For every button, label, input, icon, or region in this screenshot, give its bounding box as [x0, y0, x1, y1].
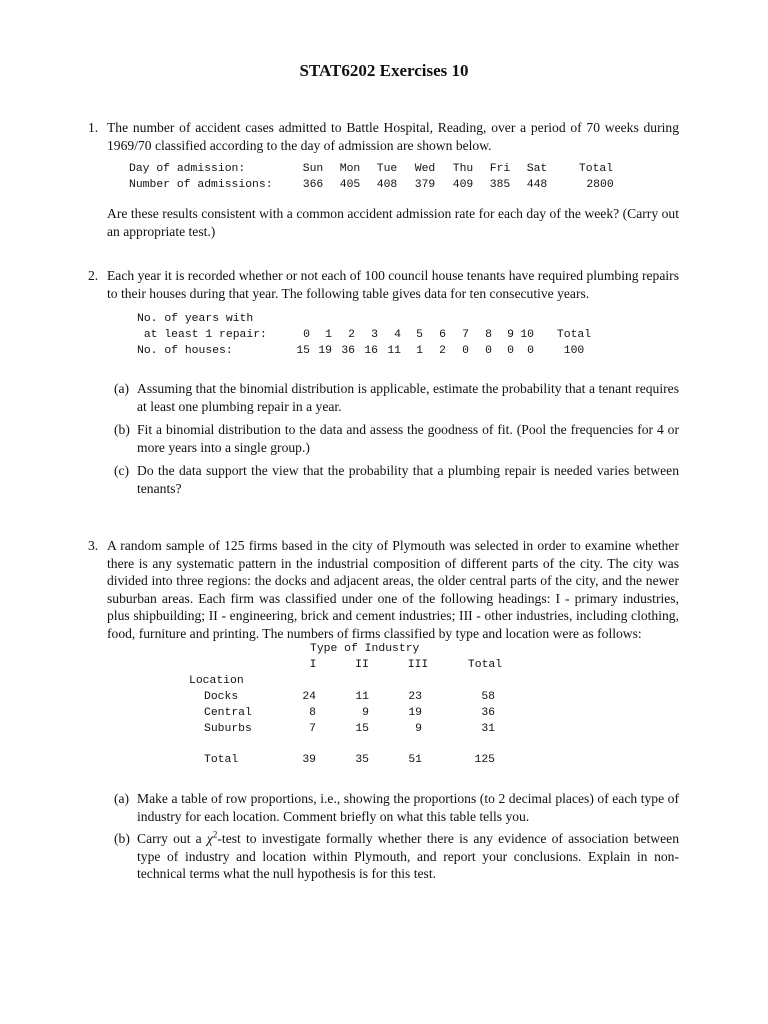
q3-col-header: Total	[467, 659, 503, 671]
q3-cell: 31	[481, 723, 495, 735]
q2-label-line1: No. of years with	[137, 313, 254, 325]
q2-house-count: 15	[296, 345, 310, 357]
q2-house-count: 0	[527, 345, 534, 357]
q3-part-a-label: (a)	[114, 791, 130, 806]
question-2-intro: Each year it is recorded whether or not each of 100 council house tenants have required plumbing repairs to their houses during that year. The following table gives data for ten consecutive years.	[107, 268, 679, 301]
q1-admission: 448	[526, 179, 548, 191]
q1-admission: 379	[414, 179, 436, 191]
page-title: STAT6202 Exercises 10	[299, 61, 469, 80]
question-2-number: 2.	[88, 268, 99, 283]
q2-part-b-label: (b)	[114, 422, 130, 437]
q3-part-b-text-before: Carry out a	[137, 831, 207, 846]
q1-total-label: Total	[578, 163, 614, 175]
q1-admission: 408	[376, 179, 398, 191]
q3-total-cell: 51	[408, 754, 422, 766]
chi-symbol: χ	[206, 831, 213, 846]
question-1-intro: The number of accident cases admitted to Battle Hospital, Reading, over a period of 70 weeks during 1969/70 classified according to the day of admission are shown below.	[107, 120, 679, 153]
q1-total-value: 2800	[586, 179, 614, 191]
q3-row-label: Central	[204, 707, 252, 719]
q2-year: 10	[520, 329, 534, 341]
q1-day: Fri	[489, 163, 511, 175]
q2-year: 7	[462, 329, 469, 341]
q2-house-count: 0	[507, 345, 514, 357]
q2-house-count: 16	[364, 345, 378, 357]
q3-cell: 24	[302, 691, 316, 703]
q2-part-a-text: Assuming that the binomial distribution is applicable, estimate the probability that a tenant requires at least one plumbing repair in a year.	[137, 381, 679, 414]
q3-cell: 19	[408, 707, 422, 719]
q2-year: 2	[348, 329, 355, 341]
q2-house-count: 19	[318, 345, 332, 357]
q3-cell: 9	[415, 723, 422, 735]
q2-houses-label: No. of houses:	[137, 345, 233, 357]
q3-cell: 7	[309, 723, 316, 735]
q3-part-b-text-after: -test to investigate formally whether there is any evidence of association between type of industry and location within Plymouth, and report your conclusions. Explain in non-technical terms what the null hypothesis is for this test.	[137, 831, 679, 881]
q1-day: Wed	[414, 163, 436, 175]
q3-cell: 11	[355, 691, 369, 703]
q2-year: 5	[416, 329, 423, 341]
q3-col-header: I	[309, 659, 317, 671]
chi-exponent: 2	[212, 829, 218, 840]
q3-part-b-label: (b)	[114, 831, 130, 846]
q2-house-count: 1	[416, 345, 423, 357]
q2-part-c-text: Do the data support the view that the probability that a plumbing repair is needed varies between tenants?	[137, 463, 679, 496]
q2-year: 3	[371, 329, 378, 341]
q2-year: 6	[439, 329, 446, 341]
q2-house-count: 11	[387, 345, 401, 357]
question-3-intro: A random sample of 125 firms based in the city of Plymouth was selected in order to examine whether there is any systematic pattern in the industrial composition of different parts of the city. The city was divided into three regions: the docks and adjacent areas, the older central parts of the city, and the newer suburban areas. Each firm was classified under one of the following headings: I - primary industries, plus shipbuilding; II - engineering, brick and cement industries; III - other industries, including clothing, food, furniture and printing. The numbers of firms classified by type and location were as follows:	[107, 538, 679, 641]
q3-total-cell: 35	[355, 754, 369, 766]
q2-year: 8	[485, 329, 492, 341]
q2-total-label: Total	[556, 329, 592, 341]
q1-day: Sun	[302, 163, 324, 175]
q3-cell: 58	[481, 691, 495, 703]
q3-total-cell: 125	[474, 754, 495, 766]
q3-cell: 36	[481, 707, 495, 719]
q3-col-header: II	[355, 659, 369, 671]
q1-day: Mon	[339, 163, 361, 175]
q2-part-a-label: (a)	[114, 381, 130, 396]
q2-part-b-text: Fit a binomial distribution to the data and assess the goodness of fit. (Pool the frequencies for 4 or more years into a single group.)	[137, 422, 679, 455]
q3-location-label: Location	[189, 675, 244, 687]
question-1-number: 1.	[88, 120, 99, 135]
q2-year: 4	[394, 329, 401, 341]
q3-total-cell: 39	[302, 754, 316, 766]
q2-house-count: 2	[439, 345, 446, 357]
q3-row-label: Suburbs	[204, 723, 252, 735]
q1-admission: 366	[302, 179, 324, 191]
q2-label-line2: at least 1 repair:	[137, 329, 267, 341]
q1-row2-label: Number of admissions:	[129, 179, 273, 191]
question-3-number: 3.	[88, 538, 99, 553]
q3-row-label: Docks	[204, 691, 239, 703]
q2-year: 1	[325, 329, 332, 341]
q1-day: Sat	[526, 163, 548, 175]
q1-day: Tue	[376, 163, 398, 175]
q2-part-c-label: (c)	[114, 463, 130, 478]
q3-col-header: III	[407, 659, 429, 671]
q3-part-a-text: Make a table of row proportions, i.e., showing the proportions (to 2 decimal places) of each type of industry for each location. Comment briefly on what this table tells you.	[137, 791, 679, 824]
q1-admission: 405	[339, 179, 361, 191]
q1-row1-label: Day of admission:	[129, 163, 246, 175]
q2-year: 0	[303, 329, 310, 341]
q3-total-label: Total	[204, 754, 239, 766]
q1-day: Thu	[452, 163, 474, 175]
question-1-question: Are these results consistent with a common accident admission rate for each day of the week? (Carry out an appropriate test.)	[107, 206, 679, 239]
q3-table-title: Type of Industry	[310, 643, 420, 655]
q3-cell: 8	[309, 707, 316, 719]
q2-house-count: 0	[485, 345, 492, 357]
q2-house-count: 0	[462, 345, 469, 357]
q2-total-value: 100	[563, 345, 585, 357]
q3-cell: 9	[362, 707, 369, 719]
q1-admission: 385	[489, 179, 511, 191]
q3-cell: 23	[408, 691, 422, 703]
q2-house-count: 36	[341, 345, 355, 357]
q2-year: 9	[507, 329, 514, 341]
q1-admission: 409	[452, 179, 474, 191]
q3-cell: 15	[355, 723, 369, 735]
q3-part-b-text	[137, 830, 679, 883]
